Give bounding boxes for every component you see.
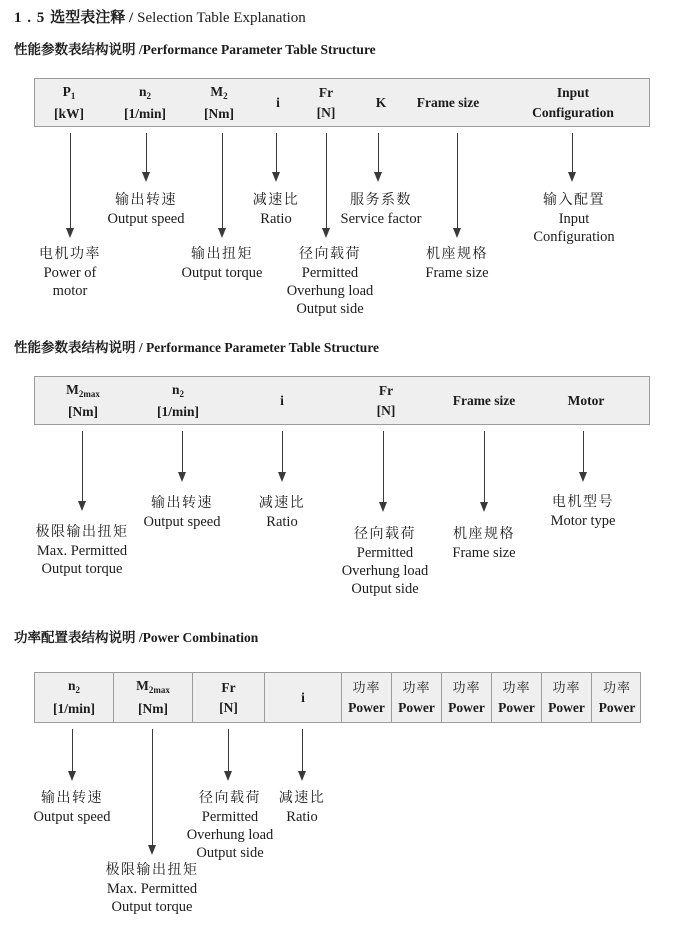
callout-line: Configuration — [533, 229, 615, 245]
callout-label — [106, 862, 199, 916]
column-header: $n_2$ [1/min] — [124, 83, 166, 121]
callout-line: Overhung load — [341, 563, 429, 579]
down-arrow-icon — [152, 729, 153, 846]
column-header: $P_1$ [kW] — [54, 83, 84, 121]
callout-line: 径向载荷 — [353, 527, 416, 542]
down-arrow-icon — [82, 431, 83, 502]
callout-line: 输出转速 — [114, 193, 177, 208]
column-header: i — [280, 392, 284, 408]
callout-line: 输出转速 — [150, 496, 213, 511]
callout-label — [551, 494, 616, 530]
callout-line: Overhung load — [186, 827, 274, 843]
down-arrow-icon — [302, 729, 303, 772]
callout-line: Ratio — [266, 514, 298, 530]
callout-line: Input — [558, 211, 590, 227]
callout-line: Power of — [43, 265, 97, 281]
callout-line: Overhung load — [286, 283, 374, 299]
down-arrow-icon — [383, 431, 384, 503]
callout-label — [187, 790, 274, 862]
down-arrow-icon — [276, 133, 277, 173]
down-arrow-icon — [572, 133, 573, 173]
callout-line: 输出转速 — [40, 791, 103, 806]
callout-label — [39, 246, 101, 300]
callout-line: 输出扭矩 — [190, 247, 253, 262]
callout-line: Max. Permitted — [106, 881, 198, 897]
column-header: Fr [N] — [316, 85, 336, 120]
callout-line: 输入配置 — [542, 193, 605, 208]
section-heading: 性能参数表结构说明 / Performance Parameter Table Structure — [14, 340, 380, 355]
callout-label — [342, 526, 429, 598]
section-heading: 功率配置表结构说明 /Power Combination — [14, 630, 259, 645]
down-arrow-icon — [583, 431, 584, 473]
callout-line: Ratio — [286, 809, 318, 825]
column-header: Frame size — [452, 392, 516, 408]
callout-line: 极限输出扭矩 — [35, 525, 129, 540]
parameter-table-2 — [34, 376, 650, 425]
callout-label — [287, 246, 374, 318]
column-header: Fr [N] — [193, 673, 265, 722]
callout-line: Output speed — [107, 211, 185, 227]
page-title-en: Selection Table Explanation — [137, 10, 306, 26]
callout-line: Frame size — [425, 265, 489, 281]
callout-label — [533, 192, 614, 246]
callout-line: Permitted — [301, 265, 359, 281]
callout-label — [452, 526, 515, 562]
callout-line: 径向载荷 — [298, 247, 361, 262]
callout-line: Ratio — [260, 211, 292, 227]
down-arrow-icon — [70, 133, 71, 229]
down-arrow-icon — [282, 431, 283, 473]
callout-line: Output side — [296, 301, 364, 317]
callout-line: 减速比 — [252, 193, 300, 208]
down-arrow-icon — [228, 729, 229, 772]
callout-line: Frame size — [452, 545, 516, 561]
callout-label — [36, 524, 129, 578]
column-header: 功率 Power — [598, 679, 636, 715]
callout-line: Max. Permitted — [36, 543, 128, 559]
down-arrow-icon — [326, 133, 327, 229]
callout-line: Output speed — [143, 514, 221, 530]
callout-label — [341, 192, 422, 228]
section-number: 1 . 5 — [14, 10, 46, 26]
callout-line: Output torque — [41, 561, 123, 577]
down-arrow-icon — [146, 133, 147, 173]
down-arrow-icon — [72, 729, 73, 772]
callout-line: 减速比 — [278, 791, 326, 806]
callout-line: Output torque — [181, 265, 263, 281]
callout-line: Permitted — [356, 545, 414, 561]
callout-line: 电机功率 — [39, 247, 101, 262]
callout-label — [253, 192, 300, 228]
column-header: Frame size — [416, 94, 480, 110]
column-header: K — [375, 94, 387, 110]
column-header: 功率 Power — [542, 673, 592, 722]
column-header: $M_2$ [Nm] — [204, 83, 234, 121]
column-header: Fr [N] — [376, 383, 396, 418]
column-header: $M_{2max}$ [Nm] — [114, 673, 193, 722]
column-header: Input Configuration — [532, 85, 614, 120]
callout-line: Output speed — [33, 809, 111, 825]
callout-label — [259, 495, 306, 531]
callout-line: 电机型号 — [552, 495, 614, 510]
column-header: $M_{2max}$ [Nm] — [66, 381, 100, 419]
callout-label — [144, 495, 221, 531]
callout-line: 径向载荷 — [198, 791, 261, 806]
page-title-zh: 选型表注释 / — [50, 10, 134, 26]
callout-line: 极限输出扭矩 — [105, 863, 199, 878]
down-arrow-icon — [457, 133, 458, 229]
callout-line: 机座规格 — [426, 247, 488, 262]
callout-label — [182, 246, 263, 282]
column-header: 功率 Power — [392, 673, 442, 722]
section-heading: 性能参数表结构说明 /Performance Parameter Table Structure — [14, 42, 376, 57]
column-header: 功率 Power — [492, 673, 542, 722]
down-arrow-icon — [182, 431, 183, 473]
callout-label — [34, 790, 111, 826]
callout-label — [279, 790, 326, 826]
down-arrow-icon — [222, 133, 223, 229]
column-header: i — [265, 673, 342, 722]
column-header: $n_2$ [1/min] — [157, 381, 199, 419]
column-header: Motor — [567, 392, 605, 408]
callout-line: Permitted — [201, 809, 259, 825]
callout-line: Service factor — [340, 211, 422, 227]
callout-line: Output side — [351, 581, 419, 597]
callout-line: motor — [52, 283, 88, 299]
parameter-table-1 — [34, 78, 650, 127]
column-header: i — [276, 94, 280, 110]
callout-line: 服务系数 — [349, 193, 412, 208]
column-header: 功率 Power — [442, 673, 492, 722]
power-combination-table — [34, 672, 641, 723]
callout-label — [108, 192, 185, 228]
column-header: 功率 Power — [342, 673, 392, 722]
down-arrow-icon — [484, 431, 485, 503]
callout-line: 机座规格 — [453, 527, 515, 542]
page-title — [14, 6, 306, 27]
callout-label — [425, 246, 488, 282]
column-header: $n_2$ [1/min] — [35, 673, 114, 722]
callout-line: Output side — [196, 845, 264, 861]
callout-line: Motor type — [550, 513, 616, 529]
callout-line: Output torque — [111, 899, 193, 915]
down-arrow-icon — [378, 133, 379, 173]
callout-line: 减速比 — [258, 496, 306, 511]
